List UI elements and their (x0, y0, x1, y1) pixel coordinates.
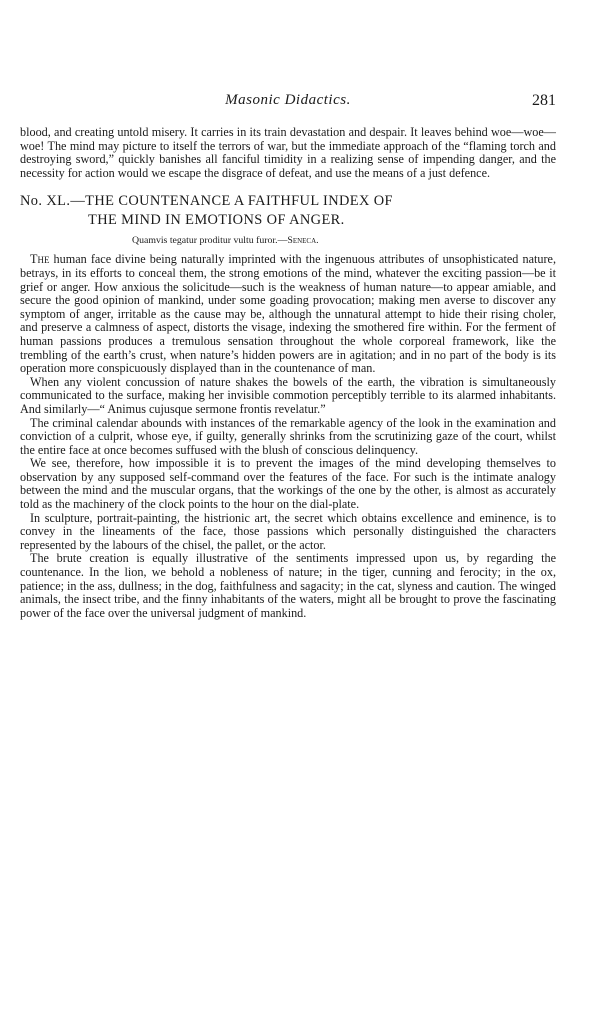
epigraph (20, 234, 556, 247)
epigraph-author: Seneca. (287, 235, 319, 247)
body-text (20, 126, 556, 620)
paragraph: The brute creation is equally illustrative of the sentiments impressed upon us, by regarding the countenance. In the lion, we behold a nobleness of nature; in the tiger, cunning and ferocity; in the ox, patience; in the ass, dullness; in the dog, faithfulness and sagacity; in the cat, slyness and caution. The winged animals, the insect tribe, and the finny inhabitants of the waters, might all be brought to prove the fascinating power of the face over the universal judgment of mankind. (20, 551, 556, 620)
epigraph-text: Quamvis tegatur proditur vultu furor.— (132, 235, 288, 247)
paragraph: The criminal calendar abounds with instances of the remarkable agency of the look in the examination and conviction of a culprit, whose eye, if guilty, generally shrinks from the scrutinizing gaze of the court, whilst the entire face at once becomes suffused with the blush of conscious delinquency. (20, 415, 556, 457)
section-number: No. XL.— (20, 193, 86, 210)
paragraph-text: human face divine being naturally imprinted with the ingenuous attributes of unsophisticated nature, betrays, in its efforts to conceal them, the strong emotions of the mind, whatever the exciting passion—be it grief or anger. How anxious the solicitude—such is the weakness of human nature—to appear amiable, and secure the good opinion of mankind, under some goading provocation; making men averse to discover any symptom of anger, irritable as the cause may be, although the unnatural attempt to hide their rising choler, and preserve a calmness of aspect, distorts the visage, indexing the smothered fire within. For the ferment of human passions produces a tremulous sensation throughout the whole corporeal framework, like the trembling of the earth’s crust, when nature’s hidden powers are in agitation; and in no part of the body is its operation more conspicuously displayed than in the countenance of man. (20, 252, 556, 376)
section-title-line2: THE MIND IN EMOTIONS OF ANGER. (88, 212, 345, 229)
paragraph: We see, therefore, how impossible it is to prevent the images of the mind developing themselves to observation by any supposed self-command over the features of the face. For such is the intimate analogy between the mind and the muscular organs, that the workings of the one by the other, is almost as accurately told as the machinery of the clock points to the hour on the dial-plate. (20, 456, 556, 512)
opening-paragraph: blood, and creating untold misery. It carries in its train devastation and despair. It leaves behind woe—woe—woe! The mind may picture to itself the terrors of war, but the immediate approach of the “flaming torch and destroying sword,” quickly banishes all fanciful timidity in a realizing sense of impending danger, and the necessity for action would we escape the disgrace of defeat, and use the means of a just defence. (20, 125, 556, 180)
running-head (20, 92, 556, 112)
section-heading (20, 192, 556, 230)
running-title: Masonic Didactics. (225, 92, 351, 108)
paragraph (20, 253, 556, 375)
paragraph-lead-word: The (30, 252, 50, 267)
section-title-line1: THE COUNTENANCE A FAITHFUL INDEX OF (85, 193, 393, 210)
paragraph: In sculpture, portrait-painting, the histrionic art, the secret which obtains excellence and eminence, is to convey in the lineaments of the face, those passions which personally distinguished the characters represented by the labours of the chisel, the pallet, or the actor. (20, 510, 556, 552)
page-number: 281 (532, 92, 556, 109)
paragraph: When any violent concussion of nature shakes the bowels of the earth, the vibration is simultaneously communicated to the surface, making her invisible commotion perceptibly terrible to its alarmed inhabitants. And similarly—“ Animus cujusque sermone frontis revelatur.” (20, 374, 556, 416)
